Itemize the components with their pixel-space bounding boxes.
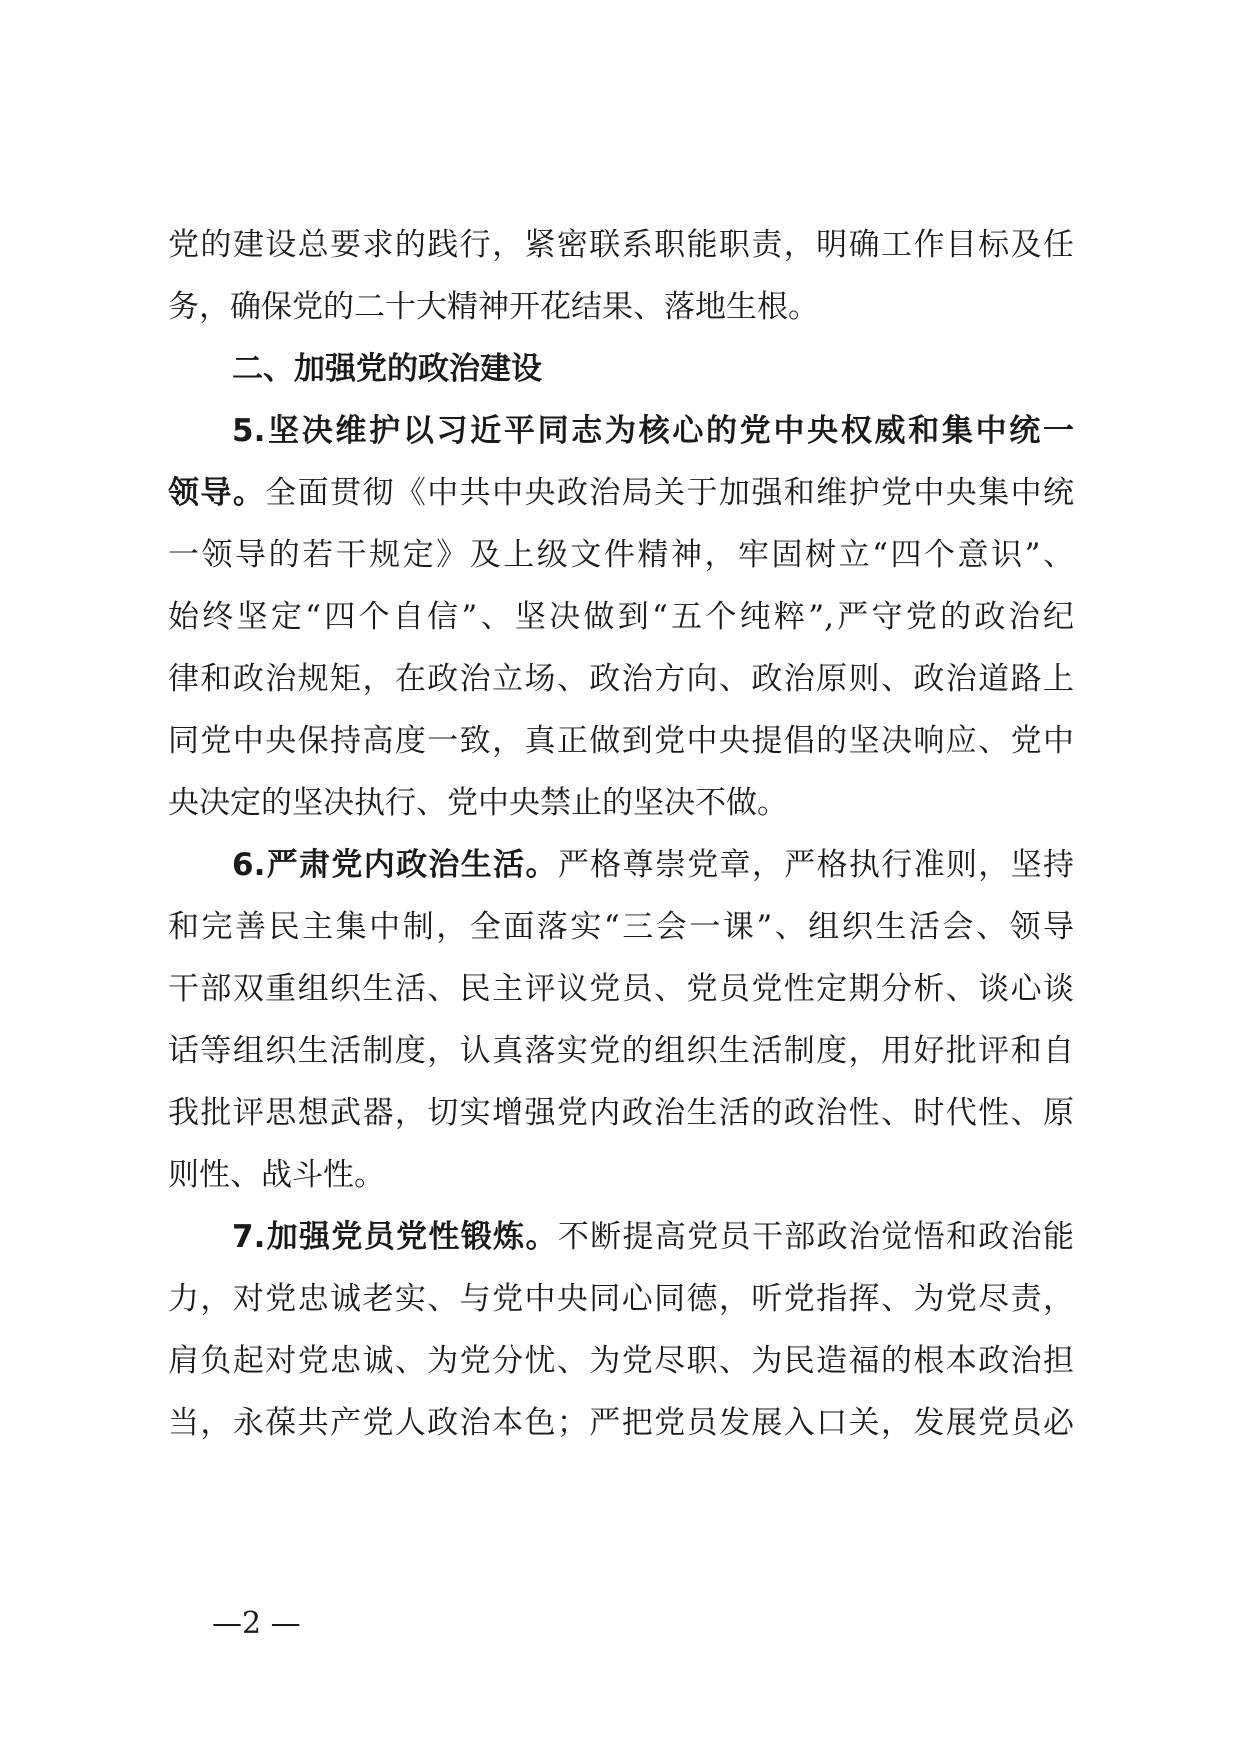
text-line: 央决定的坚决执行、党中央禁止的坚决不做。 xyxy=(168,785,788,821)
text-line: 和完善民主集中制，全面落实“三会一课”、组织生活会、领导 xyxy=(168,909,1074,945)
text-line: 一领导的若干规定》及上级文件精神，牢固树立“四个意识”、 xyxy=(168,537,1074,573)
text-line: 务，确保党的二十大精神开花结果、落地生根。 xyxy=(168,289,819,325)
text-line: 我批评思想武器，切实增强党内政治生活的政治性、时代性、原 xyxy=(168,1095,1074,1131)
page-number: —2 — xyxy=(212,1606,301,1641)
text-line: 力，对党忠诚老实、与党中央同心同德，听党指挥、为党尽责， xyxy=(168,1281,1074,1317)
text-line: 党的建设总要求的践行，紧密联系职能职责，明确工作目标及任 xyxy=(168,227,1074,263)
text-line: 话等组织生活制度，认真落实党的组织生活制度，用好批评和自 xyxy=(168,1033,1074,1069)
item-5-line xyxy=(168,462,1074,524)
text-line: 当，永葆共产党人政治本色；严把党员发展入口关，发展党员必 xyxy=(168,1405,1074,1441)
text-line: 肩负起对党忠诚、为党分忧、为党尽职、为民造福的根本政治担 xyxy=(168,1343,1074,1379)
item-7-heading: 7.加强党员党性锻炼。 xyxy=(232,1219,558,1255)
item-6-text: 严格尊崇党章，严格执行准则，坚持 xyxy=(557,847,1074,883)
item-7-line xyxy=(232,1206,1074,1268)
text-line: 干部双重组织生活、民主评议党员、党员党性定期分析、谈心谈 xyxy=(168,971,1074,1007)
text-line: 律和政治规矩，在政治立场、政治方向、政治原则、政治道路上 xyxy=(168,661,1074,697)
text-line: 则性、战斗性。 xyxy=(168,1157,385,1193)
item-6-line xyxy=(232,834,1074,896)
section-heading: 二、加强党的政治建设 xyxy=(232,351,542,387)
item-5-text: 全面贯彻《中共中央政治局关于加强和维护党中央集中统 xyxy=(265,475,1074,511)
item-5-heading: 5.坚决维护以习近平同志为核心的党中央权威和集中统一 xyxy=(232,413,1074,449)
item-7-text: 不断提高党员干部政治觉悟和政治能 xyxy=(557,1219,1074,1255)
item-6-heading: 6.严肃党内政治生活。 xyxy=(232,847,558,883)
text-line: 同党中央保持高度一致，真正做到党中央提倡的坚决响应、党中 xyxy=(168,723,1074,759)
text-line: 始终坚定“四个自信”、坚决做到“五个纯粹”,严守党的政治纪 xyxy=(168,599,1074,635)
item-5-heading-cont: 领导。 xyxy=(168,475,266,511)
